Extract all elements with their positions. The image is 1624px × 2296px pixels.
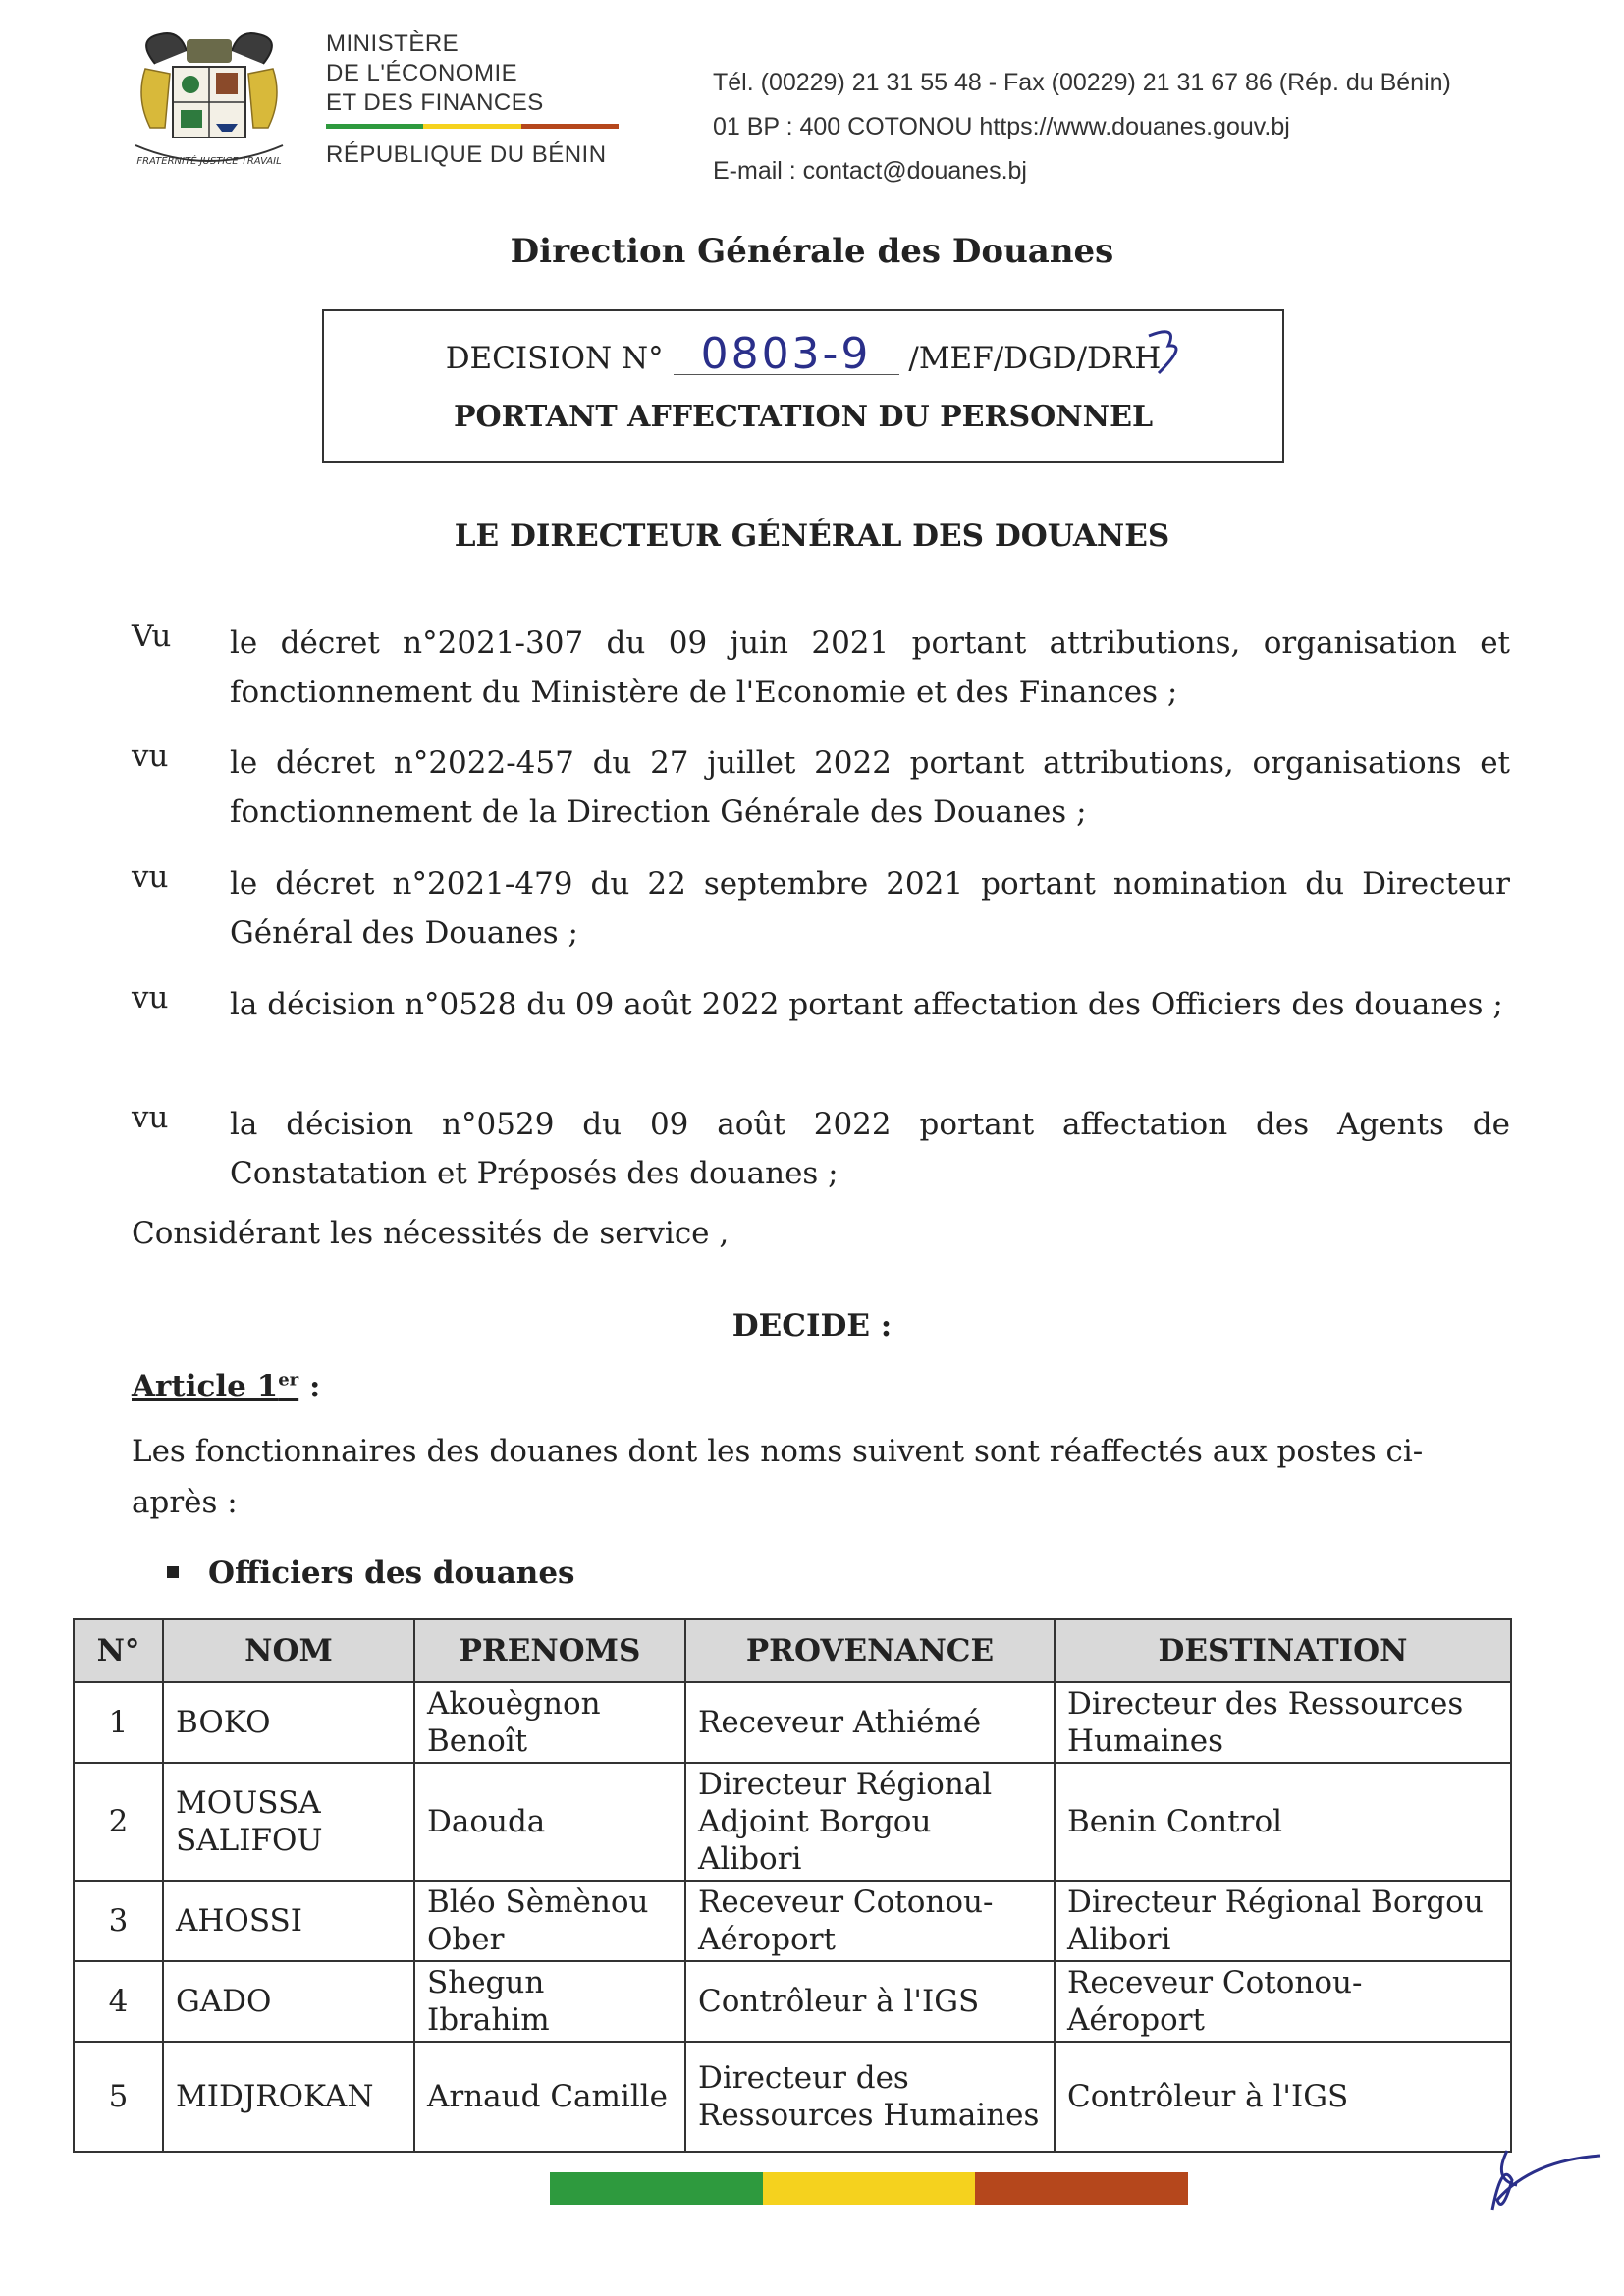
cell-destination: Receveur Cotonou-Aéroport bbox=[1055, 1961, 1511, 2042]
cell-nom: BOKO bbox=[163, 1682, 414, 1763]
ministry-name bbox=[326, 29, 544, 118]
decision-prefix: DECISION N° bbox=[445, 341, 664, 376]
vu-item-4 bbox=[132, 980, 1510, 1029]
ministry-line-3: ET DES FINANCES bbox=[326, 89, 544, 116]
cell-prenoms: Akouègnon Benoît bbox=[414, 1682, 685, 1763]
cell-number: 5 bbox=[74, 2042, 163, 2152]
emblem-motto: FRATERNITÉ JUSTICE TRAVAIL bbox=[136, 156, 282, 167]
cell-nom: MOUSSA SALIFOU bbox=[163, 1763, 414, 1881]
signature-initials bbox=[1473, 2141, 1610, 2219]
header-cell-provenance: PROVENANCE bbox=[685, 1619, 1055, 1682]
vu-text: le décret n°2021-307 du 09 juin 2021 portant attributions, organisation et fonctionnement du Ministère de l'Economie et des Finances ; bbox=[230, 626, 1510, 710]
article-colon: : bbox=[298, 1369, 321, 1404]
vu-item-5 bbox=[132, 1100, 1510, 1198]
table-row bbox=[74, 1682, 1511, 1763]
cell-provenance: Directeur Régional Adjoint Borgou Alibori bbox=[685, 1763, 1055, 1881]
section-heading bbox=[167, 1556, 575, 1591]
article-heading bbox=[132, 1369, 320, 1404]
table-header-row bbox=[74, 1619, 1511, 1682]
vu-label: vu bbox=[132, 738, 169, 774]
vu-text: la décision n°0528 du 09 août 2022 portant affectation des Officiers des douanes ; bbox=[230, 987, 1503, 1022]
header-flag-bar bbox=[326, 124, 619, 129]
decide-heading: DECIDE : bbox=[731, 1308, 893, 1343]
header-cell-prenoms: PRENOMS bbox=[414, 1619, 685, 1682]
officers-table bbox=[73, 1618, 1512, 2153]
footer-flag-bar bbox=[550, 2172, 1188, 2205]
benin-coat-of-arms-logo bbox=[126, 29, 293, 177]
table-row bbox=[74, 2042, 1511, 2152]
republic-name: RÉPUBLIQUE DU BÉNIN bbox=[326, 141, 607, 168]
vu-label: vu bbox=[132, 1100, 169, 1135]
cell-destination: Directeur des Ressources Humaines bbox=[1055, 1682, 1511, 1763]
considerant-text: Considérant les nécessités de service , bbox=[132, 1216, 730, 1251]
vu-label: Vu bbox=[132, 619, 172, 654]
cell-nom: AHOSSI bbox=[163, 1881, 414, 1961]
article-label: Article 1 bbox=[132, 1369, 279, 1404]
decision-subject: PORTANT AFFECTATION DU PERSONNEL bbox=[453, 400, 1154, 434]
bullet-square-icon bbox=[167, 1566, 179, 1578]
cell-nom: GADO bbox=[163, 1961, 414, 2042]
cell-number: 3 bbox=[74, 1881, 163, 1961]
decision-number-handwritten: 0803-9 bbox=[674, 335, 899, 375]
cell-prenoms: Arnaud Camille bbox=[414, 2042, 685, 2152]
header-cell-nom: NOM bbox=[163, 1619, 414, 1682]
contact-block bbox=[713, 61, 1451, 193]
table-row bbox=[74, 1881, 1511, 1961]
section-title: Officiers des douanes bbox=[208, 1556, 575, 1591]
article-sup: er bbox=[278, 1369, 299, 1391]
header-cell-number: N° bbox=[74, 1619, 163, 1682]
cell-provenance: Directeur des Ressources Humaines bbox=[685, 2042, 1055, 2152]
vu-text: la décision n°0529 du 09 août 2022 portant affectation des Agents de Constatation et Préposés des douanes ; bbox=[230, 1107, 1510, 1191]
handwritten-mark-icon bbox=[1139, 324, 1198, 383]
cell-prenoms: Daouda bbox=[414, 1763, 685, 1881]
vu-item-1 bbox=[132, 619, 1510, 717]
vu-text: le décret n°2022-457 du 27 juillet 2022 portant attributions, organisations et fonctionnement de la Direction Générale des Douanes ; bbox=[230, 745, 1510, 830]
contact-phone: Tél. (00229) 21 31 55 48 - Fax (00229) 21 31 67 86 (Rép. du Bénin) bbox=[713, 69, 1451, 96]
contact-email: E-mail : contact@douanes.bj bbox=[713, 157, 1027, 185]
table-row bbox=[74, 1961, 1511, 2042]
cell-provenance: Receveur Athiémé bbox=[685, 1682, 1055, 1763]
cell-number: 4 bbox=[74, 1961, 163, 2042]
vu-text: le décret n°2021-479 du 22 septembre 2021 portant nomination du Directeur Général des Douanes ; bbox=[230, 866, 1510, 951]
cell-prenoms: Bléo Sèmènou Ober bbox=[414, 1881, 685, 1961]
cell-nom: MIDJROKAN bbox=[163, 2042, 414, 2152]
cell-provenance: Contrôleur à l'IGS bbox=[685, 1961, 1055, 2042]
cell-destination: Benin Control bbox=[1055, 1763, 1511, 1881]
header-cell-destination: DESTINATION bbox=[1055, 1619, 1511, 1682]
page-title: Direction Générale des Douanes bbox=[510, 232, 1114, 271]
vu-item-3 bbox=[132, 859, 1510, 957]
director-heading: LE DIRECTEUR GÉNÉRAL DES DOUANES bbox=[454, 519, 1170, 554]
cell-number: 1 bbox=[74, 1682, 163, 1763]
vu-label: vu bbox=[132, 980, 169, 1015]
ministry-line-2: DE L'ÉCONOMIE bbox=[326, 60, 518, 86]
cell-provenance: Receveur Cotonou-Aéroport bbox=[685, 1881, 1055, 1961]
vu-label: vu bbox=[132, 859, 169, 895]
contact-address: 01 BP : 400 COTONOU https://www.douanes.gouv.bj bbox=[713, 113, 1290, 140]
cell-number: 2 bbox=[74, 1763, 163, 1881]
ministry-line-1: MINISTÈRE bbox=[326, 30, 460, 57]
table-row bbox=[74, 1763, 1511, 1881]
cell-destination: Contrôleur à l'IGS bbox=[1055, 2042, 1511, 2152]
cell-destination: Directeur Régional Borgou Alibori bbox=[1055, 1881, 1511, 1961]
cell-prenoms: Shegun Ibrahim bbox=[414, 1961, 685, 2042]
article-body: Les fonctionnaires des douanes dont les noms suivent sont réaffectés aux postes ci-après : bbox=[132, 1434, 1424, 1520]
vu-item-2 bbox=[132, 738, 1510, 837]
decision-suffix: /MEF/DGD/DRH bbox=[908, 341, 1162, 376]
